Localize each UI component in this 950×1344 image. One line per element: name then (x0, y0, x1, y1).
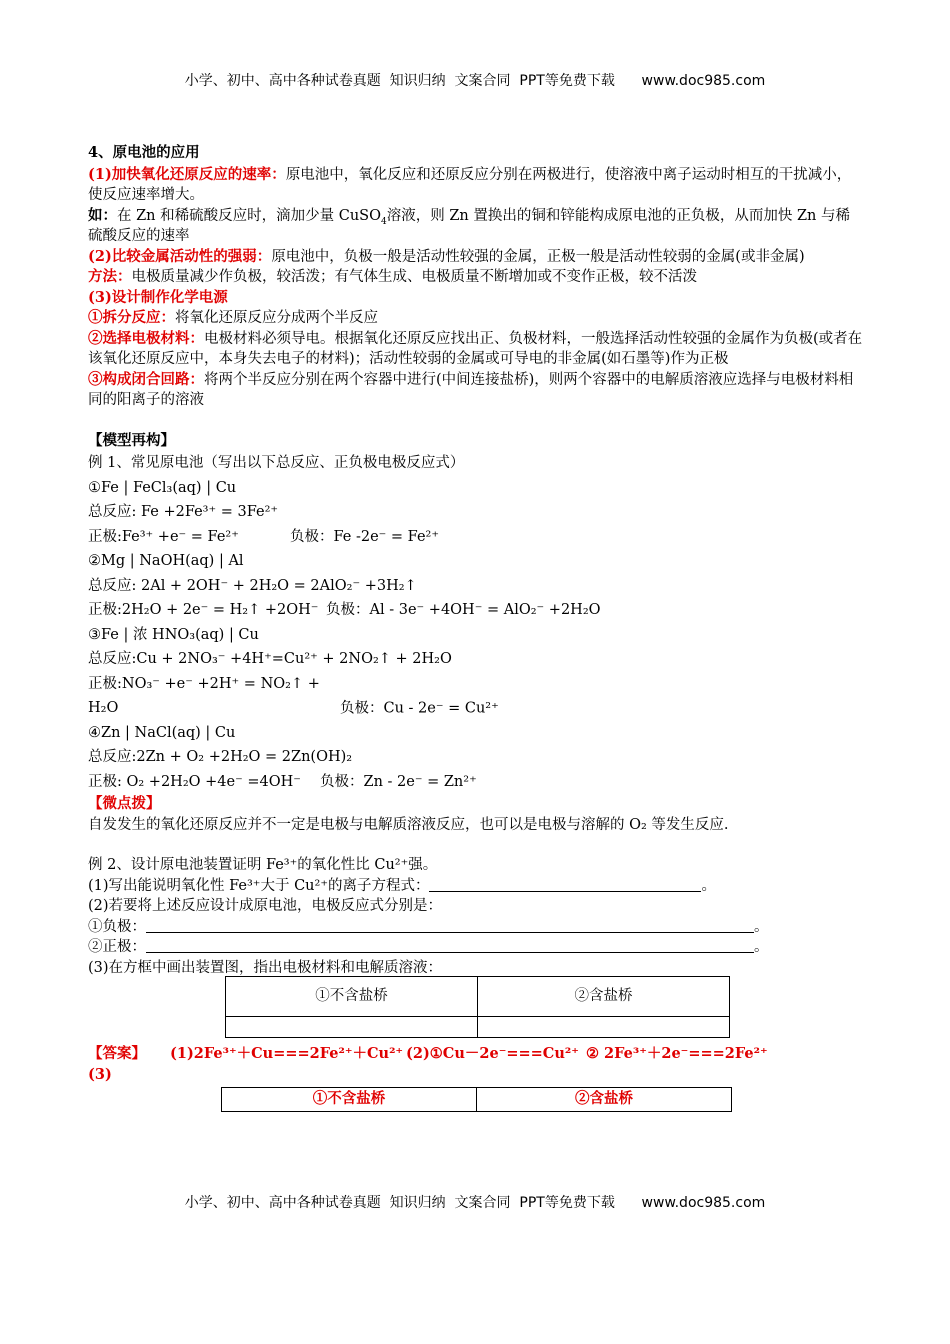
cell2-total: 总反应: 2Al + 2OH⁻ + 2H₂O = 2AlO₂⁻ +3H₂↑ (88, 577, 417, 594)
paragraph-design: (3)设计制作化学电源 (88, 288, 228, 306)
device-draw-area-2[interactable] (478, 1017, 730, 1038)
example1-title: 例 1、常见原电池（写出以下总反应、正负极电极反应式） (88, 455, 465, 471)
paragraph-example: 如：在 Zn 和稀硫酸反应时，滴加少量 CuSO$_4$溶液，则 Zn 置换出的铜和锌能构成原电池的正负极，从而加快 Zn 与稀硫酸反应的速率 (88, 206, 850, 244)
question-1: (1)写出能说明氧化性 Fe³⁺大于 Cu²⁺的离子方程式： 。 (88, 877, 716, 894)
answer-col-no-bridge: ①不含盐桥 (222, 1088, 477, 1112)
step-split: ①拆分反应：将氧化还原反应分成两个半反应 (88, 309, 378, 326)
question-2a: ①负极： 。 (88, 918, 769, 935)
cell1-label: ①Fe | FeCl₃(aq) | Cu (88, 479, 237, 496)
cell1-electrodes: 正极:Fe³⁺ +e⁻ = Fe²⁺ 负极：Fe -2e⁻ = Fe²⁺ (88, 528, 439, 545)
device-col-bridge: ②含盐桥 (478, 977, 730, 1017)
section-title: 4、原电池的应用 (88, 144, 200, 161)
cell2-electrodes: 正极:2H₂O + 2e⁻ = H₂↑ +2OH⁻ 负极：Al - 3e⁻ +4OH⁻ = AlO₂⁻ +2H₂O (88, 602, 601, 618)
step-circuit: ③构成闭合回路：将两个半反应分别在两个容器中进行(中间连接盐桥)，则两个容器中的电解质溶液应选择与电极材料相同的阳离子的溶液 (88, 370, 854, 408)
answer-table (221, 1087, 732, 1112)
model-title: 【模型再构】 (88, 431, 175, 449)
cell3-label: ③Fe | 浓 HNO₃(aq) | Cu (88, 626, 259, 643)
document-body (88, 143, 864, 1112)
paragraph-rate: (1)加快氧化还原反应的速率：原电池中，氧化反应和还原反应分别在两极进行，使溶液中离子运动时相互的干扰减小，使反应速率增大。 (88, 165, 852, 203)
answer-3-label: (3) (88, 1065, 112, 1083)
paragraph-method: 方法：电极质量减少作负极，较活泼；有气体生成、电极质量不断增加或不变作正极，较不活泼 (88, 268, 697, 285)
cell4-label: ④Zn | NaCl(aq) | Cu (88, 724, 236, 741)
device-draw-area-1[interactable] (226, 1017, 478, 1038)
paragraph-activity: (2)比较金属活动性的强弱：原电池中，负极一般是活动性较强的金属，正极一般是活动性较弱的金属(或非金属) (88, 247, 805, 265)
answer-blank-positive[interactable] (146, 938, 754, 953)
device-table (225, 976, 730, 1038)
tip-text: 自发发生的氧化还原反应并不一定是电极与电解质溶液反应，也可以是电极与溶解的 O₂ 等发生反应. (88, 816, 729, 833)
question-3: (3)在方框中画出装置图，指出电极材料和电解质溶液： (88, 959, 443, 976)
cell2-label: ②Mg | NaOH(aq) | Al (88, 553, 244, 569)
example2-title: 例 2、设计原电池装置证明 Fe³⁺的氧化性比 Cu²⁺强。 (88, 857, 438, 873)
device-col-no-bridge: ①不含盐桥 (226, 977, 478, 1017)
cell4-electrodes: 正极: O₂ +2H₂O +4e⁻ =4OH⁻ 负极：Zn - 2e⁻ = Zn²⁺ (88, 773, 477, 790)
answer-blank-negative[interactable] (146, 918, 754, 933)
step-electrode: ②选择电极材料：电极材料必须导电。根据氧化还原反应找出正、负极材料，一般选择活动性较强的金属作为负极(或者在该氧化还原反应中，本身失去电子的材料)；活动性较弱的金属或可导电的非金属(如石墨等)作为正极 (88, 329, 863, 367)
page-footer: 小学、初中、高中各种试卷真题 知识归纳 文案合同 PPT等免费下载 www.doc985.com (184, 1195, 766, 1211)
tip-title: 【微点拨】 (88, 795, 161, 812)
answer-col-bridge: ②含盐桥 (477, 1088, 732, 1112)
answer-line: 【答案】 (1)2Fe³⁺＋Cu===2Fe²⁺＋Cu²⁺ (2)①Cu－2e⁻===Cu²⁺ ② 2Fe³⁺＋2e⁻===2Fe²⁺ (88, 1044, 864, 1065)
question-2b: ②正极： 。 (88, 939, 769, 955)
cell4-total: 总反应:2Zn + O₂ +2H₂O = 2Zn(OH)₂ (88, 749, 353, 765)
cell1-total: 总反应: Fe +2Fe³⁺ = 3Fe²⁺ (88, 504, 279, 520)
cell3-total: 总反应:Cu + 2NO₃⁻ +4H⁺=Cu²⁺ + 2NO₂↑ + 2H₂O (88, 651, 452, 667)
answer-blank-1[interactable] (429, 877, 701, 892)
rate-label: (1)加快氧化还原反应的速率： (88, 165, 286, 183)
question-2: (2)若要将上述反应设计成原电池，电极反应式分别是： (88, 898, 443, 914)
cell3-electrodes: 正极:NO₃⁻ +e⁻ +2H⁺ = NO₂↑ + H₂O 负极：Cu - 2e⁻ = Cu²⁺ (88, 675, 499, 716)
answer-label: 【答案】 (88, 1045, 146, 1062)
page-header: 小学、初中、高中各种试卷真题 知识归纳 文案合同 PPT等免费下载 www.doc985.com (184, 73, 766, 89)
